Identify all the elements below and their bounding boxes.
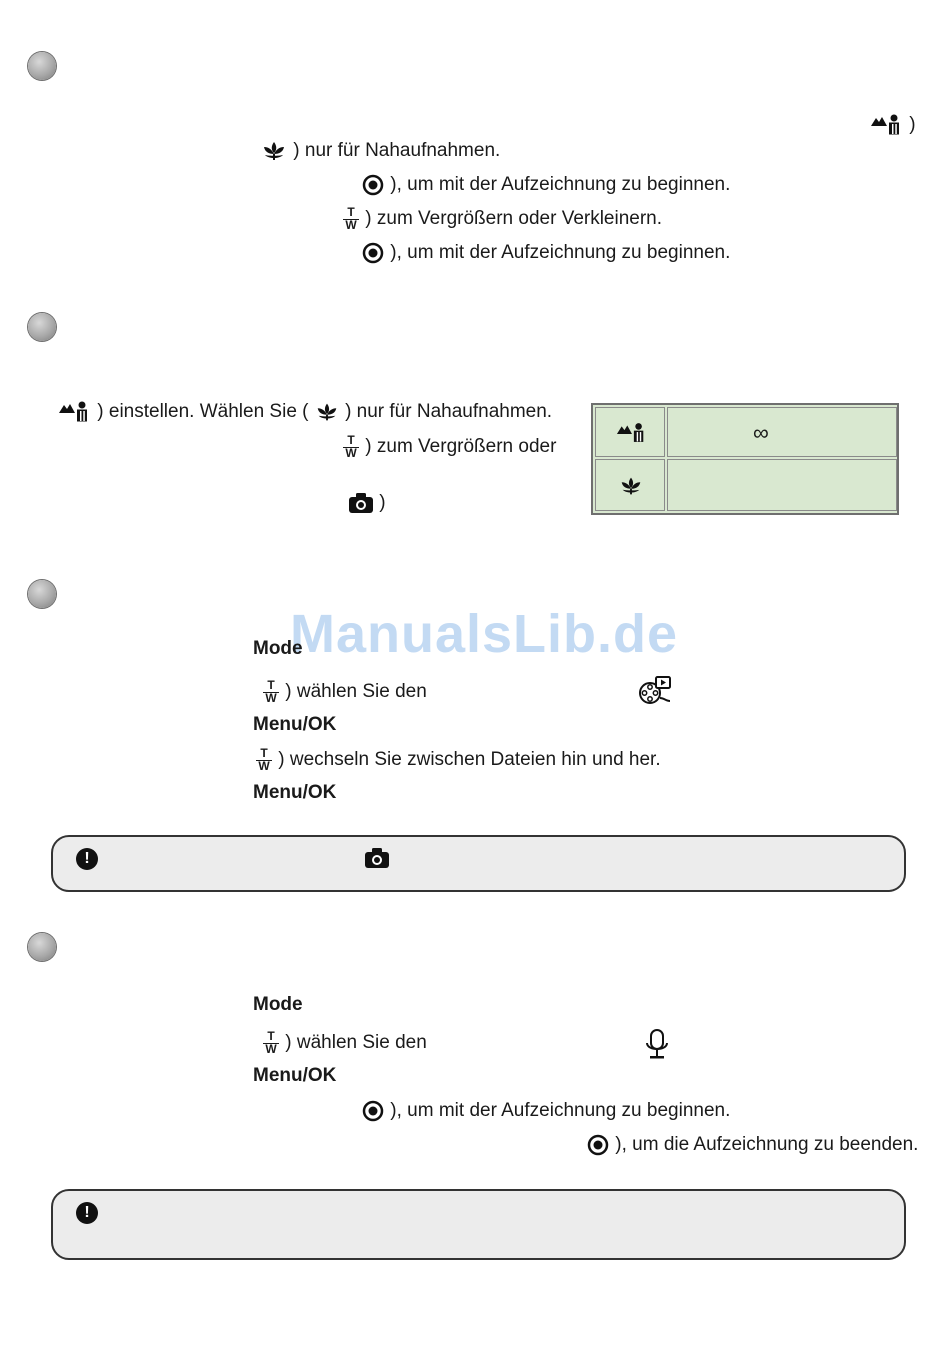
section-bullet-4 (28, 933, 56, 961)
section-bullet-1 (28, 52, 56, 80)
landscape-portrait-icon (58, 400, 92, 424)
mode-label: Mode (253, 638, 303, 659)
s2-line1b-text: ) nur für Nahaufnahmen. (345, 401, 553, 423)
menu-ok-label: Menu/OK (253, 782, 337, 803)
landscape-portrait-icon (616, 421, 648, 445)
note-box (51, 835, 906, 892)
zoom-tw-icon: $\frac{T}{W}$ (262, 680, 280, 704)
macro-flower-icon (260, 139, 288, 163)
zoom-tw-icon: $\frac{T}{W}$ (262, 1031, 280, 1055)
s1-line1-text: ) (909, 114, 916, 136)
s4-line5 (586, 1133, 918, 1157)
infinity-value: ∞ (753, 420, 769, 445)
macro-flower-icon (314, 400, 340, 424)
s1-line2-text: ) nur für Nahaufnahmen. (293, 140, 501, 162)
table-row-value-cell (667, 459, 897, 511)
video-playback-icon (638, 676, 672, 706)
s1-line5 (361, 241, 730, 265)
shutter-button-icon (361, 1099, 385, 1123)
section-bullet-3 (28, 580, 56, 608)
section-bullet-2 (28, 313, 56, 341)
table-row-value-cell (667, 407, 897, 457)
shutter-button-icon (361, 241, 385, 265)
camera-icon (364, 847, 390, 869)
focus-range-table (591, 403, 899, 515)
s4-line4 (361, 1099, 730, 1123)
s2-line2-text: ) zum Vergrößern oder (365, 436, 557, 458)
s1-line4-text: ) zum Vergrößern oder Verkleinern. (365, 208, 663, 230)
s1-line2 (260, 139, 500, 163)
s1-line4 (342, 207, 662, 231)
landscape-portrait-icon (870, 113, 904, 137)
s3-line2 (262, 680, 427, 704)
s1-line1 (870, 113, 916, 137)
table-row-icon-cell (595, 459, 665, 511)
macro-flower-icon (618, 474, 644, 498)
s4-line2-text: ) wählen Sie den (285, 1032, 427, 1054)
s2-line1 (58, 400, 552, 424)
zoom-tw-icon: $\frac{T}{W}$ (255, 748, 273, 772)
s2-line3-text: ) (379, 492, 386, 513)
s2-line1-text: ) einstellen. Wählen Sie ( (97, 401, 309, 423)
warning-icon: ! (76, 1202, 98, 1224)
menu-ok-label: Menu/OK (253, 714, 337, 735)
s4-line2 (262, 1031, 427, 1055)
s4-line4-text: ), um mit der Aufzeichnung zu beginnen. (390, 1100, 731, 1122)
s3-line2-text: ) wählen Sie den (285, 681, 427, 703)
s2-line2 (342, 435, 556, 459)
s1-line5-text: ), um mit der Aufzeichnung zu beginnen. (390, 242, 731, 264)
warning-icon: ! (76, 848, 98, 870)
table-row-icon-cell (595, 407, 665, 457)
note-box (51, 1189, 906, 1260)
microphone-icon (643, 1028, 671, 1062)
shutter-button-icon (361, 173, 385, 197)
mode-label: Mode (253, 994, 303, 1015)
shutter-button-icon (586, 1133, 610, 1157)
s4-line5-text: ), um die Aufzeichnung zu beenden. (615, 1134, 919, 1156)
s3-line4 (255, 748, 661, 772)
menu-ok-label: Menu/OK (253, 1065, 337, 1086)
zoom-tw-icon: $\frac{T}{W}$ (342, 435, 360, 459)
s1-line3-text: ), um mit der Aufzeichnung zu beginnen. (390, 174, 731, 196)
zoom-tw-icon: $\frac{T}{W}$ (342, 207, 360, 231)
camera-icon (348, 492, 374, 514)
s1-line3 (361, 173, 730, 197)
watermark: ManualsLib.de (290, 604, 679, 664)
s3-line4-text: ) wechseln Sie zwischen Dateien hin und her. (278, 749, 661, 771)
s2-line3 (348, 491, 386, 515)
